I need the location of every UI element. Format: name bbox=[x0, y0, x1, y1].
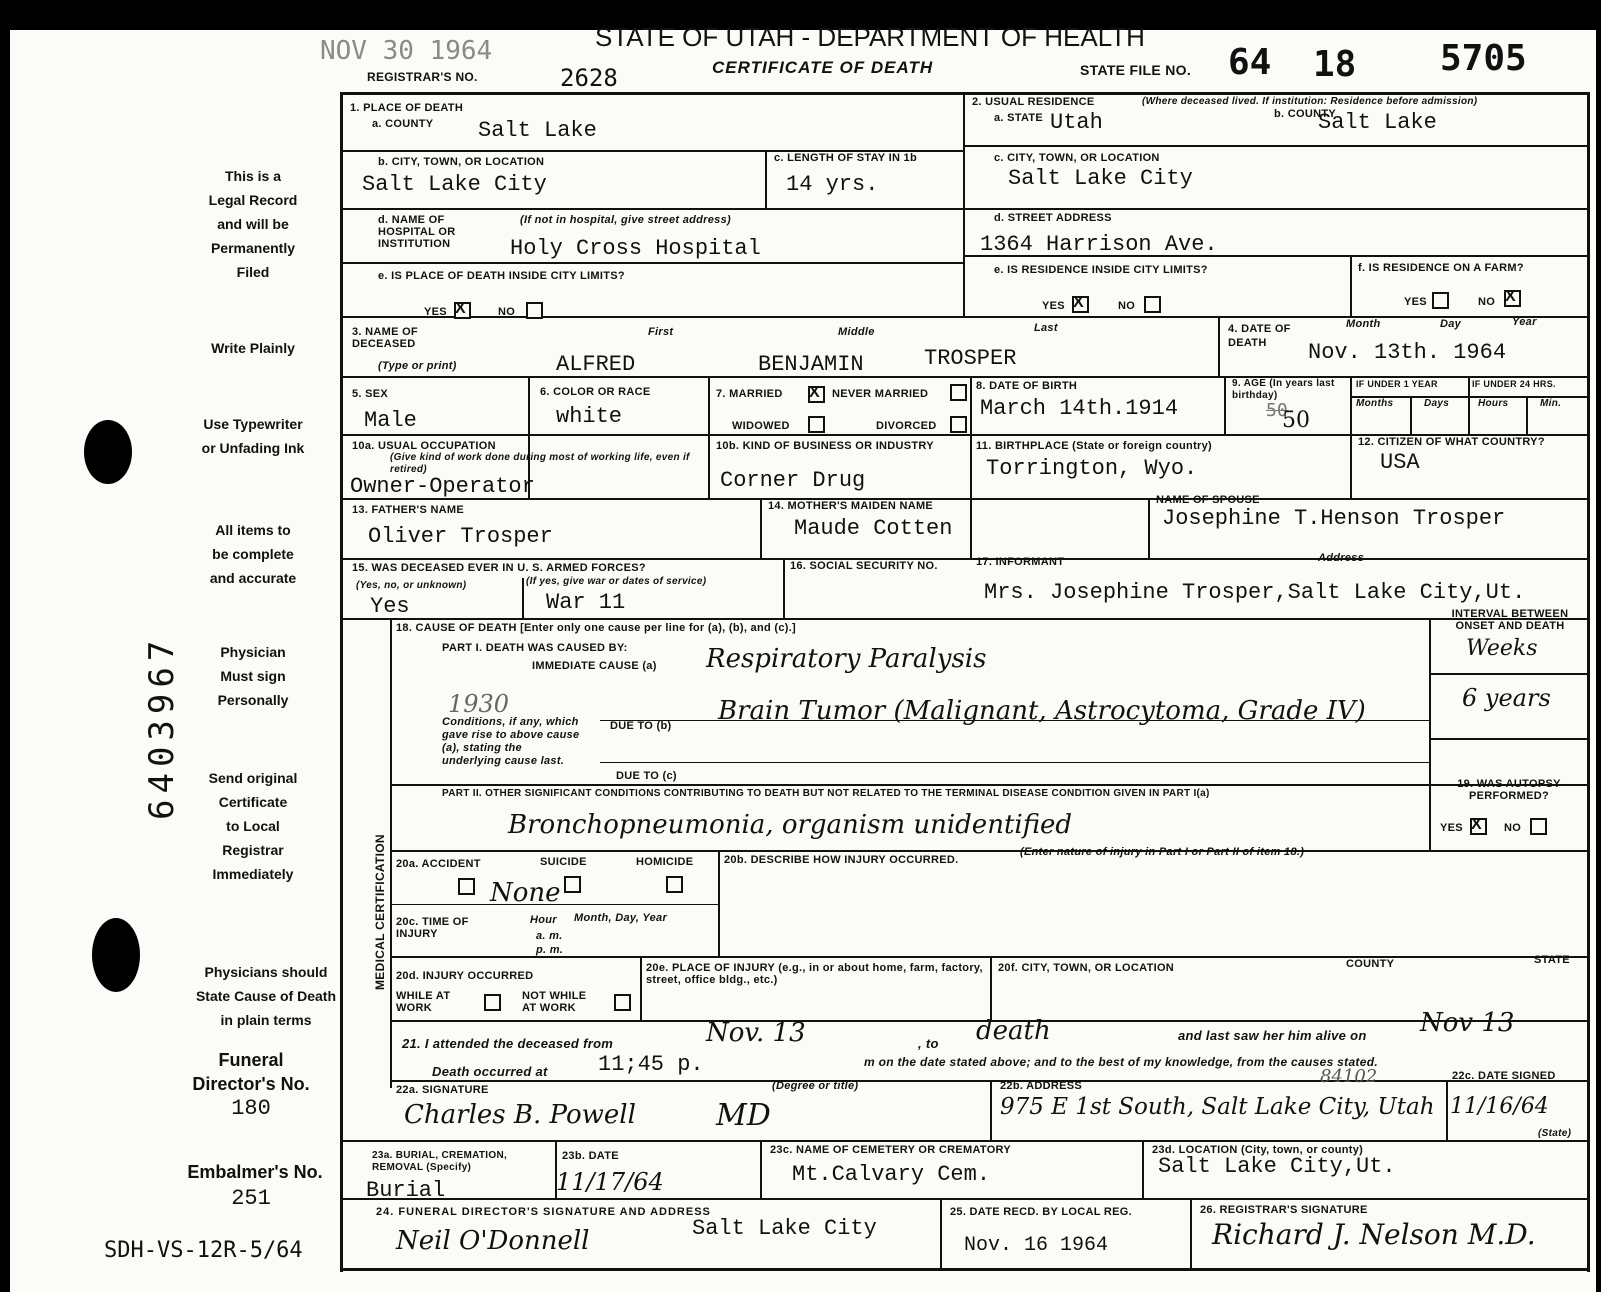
conditions-note: Conditions, if any, which gave rise to above cause (a), stating the underlying cause last. bbox=[442, 716, 580, 767]
sidebar-send-original: Send original Certificate to Local Registrar Immediately bbox=[208, 770, 298, 882]
state-file-c: 5705 bbox=[1440, 38, 1527, 79]
interval-b: 6 years bbox=[1462, 684, 1551, 712]
sidebar-physicians-state: Physicians should State Cause of Death in plain terms bbox=[195, 964, 337, 1028]
funeral-director-label: Funeral Director's No. bbox=[192, 1050, 310, 1094]
physician-degree: MD bbox=[716, 1098, 771, 1133]
res-state-label: a. STATE bbox=[994, 112, 1044, 124]
certificate-title: CERTIFICATE OF DEATH bbox=[712, 58, 934, 77]
age: 50 bbox=[1282, 408, 1310, 433]
occurred-at-label: Death occurred at bbox=[432, 1064, 548, 1079]
birthplace: Torrington, Wyo. bbox=[986, 456, 1198, 481]
months-label: Months bbox=[1356, 398, 1394, 409]
stay-label: c. LENGTH OF STAY IN 1b bbox=[774, 152, 917, 164]
residence-note: (Where deceased lived. If institution: Residence before admission) bbox=[1142, 96, 1478, 107]
pm-label: p. m. bbox=[536, 944, 564, 956]
death-inside-limits-label: e. IS PLACE OF DEATH INSIDE CITY LIMITS? bbox=[378, 270, 625, 282]
immediate-cause: Respiratory Paralysis bbox=[706, 644, 987, 674]
address-zip: 84102 bbox=[1320, 1066, 1378, 1087]
under-1-year-label: IF UNDER 1 YEAR bbox=[1356, 379, 1438, 389]
sidebar-legal: This is a Legal Record and will be Permanently Filed bbox=[208, 168, 298, 280]
hour-label: Hour bbox=[530, 914, 557, 926]
burial-method: Burial bbox=[366, 1178, 446, 1203]
widowed-label: WIDOWED bbox=[732, 420, 790, 432]
middle-name: BENJAMIN bbox=[758, 352, 864, 377]
res-street-label: d. STREET ADDRESS bbox=[994, 212, 1112, 224]
father-label: 13. FATHER'S NAME bbox=[352, 504, 465, 516]
state-file-b: 18 bbox=[1313, 44, 1357, 85]
physician-address: 975 E 1st South, Salt Lake City, Utah bbox=[1000, 1094, 1435, 1120]
spouse-name: Josephine T.Henson Trosper bbox=[1162, 506, 1506, 531]
burial-location: Salt Lake City,Ut. bbox=[1158, 1154, 1396, 1179]
sidebar-write-plainly: Write Plainly bbox=[211, 340, 295, 356]
time-of-injury-label: 20c. TIME OF INJURY bbox=[396, 916, 469, 940]
citizen-label: 12. CITIZEN OF WHAT COUNTRY? bbox=[1358, 436, 1545, 448]
race: white bbox=[556, 404, 623, 429]
year-label: Year bbox=[1512, 316, 1537, 328]
res-county-label: b. COUNTY bbox=[1274, 108, 1336, 120]
funeral-director-signature: Neil O'Donnell bbox=[396, 1226, 590, 1256]
hours-label: Hours bbox=[1478, 398, 1509, 409]
occupation-note: (Give kind of work done during most of working life, even if retired) bbox=[390, 452, 690, 475]
registrar-no: 2628 bbox=[560, 64, 618, 92]
funeral-director-sig-label: 24. FUNERAL DIRECTOR'S SIGNATURE AND ADDRESS bbox=[376, 1206, 711, 1218]
while-at-work-checkbox[interactable] bbox=[484, 994, 501, 1011]
under-24-hrs-label: IF UNDER 24 HRS. bbox=[1472, 379, 1556, 389]
date-signed: 11/16/64 bbox=[1450, 1094, 1549, 1119]
death-inside-no-label: NO bbox=[498, 306, 516, 318]
homicide-label: HOMICIDE bbox=[636, 856, 694, 868]
last-saw-label: and last saw her him alive on bbox=[1178, 1028, 1367, 1043]
burial-date-label: 23b. DATE bbox=[562, 1150, 619, 1162]
part2-label: PART II. OTHER SIGNIFICANT CONDITIONS CONTRIBUTING TO DEATH BUT NOT RELATED TO THE TERMINAL DISEASE CONDITION GIVEN IN PART I(a) bbox=[442, 788, 1210, 799]
part1-label: PART I. DEATH WAS CAUSED BY: bbox=[442, 642, 628, 654]
never-married-checkbox[interactable] bbox=[950, 384, 967, 401]
funeral-director-address: Salt Lake City bbox=[692, 1216, 877, 1241]
attended-from: Nov. 13 bbox=[706, 1018, 806, 1048]
ssn-label: 16. SOCIAL SECURITY NO. bbox=[790, 560, 938, 572]
farm-yes-label: YES bbox=[1404, 296, 1427, 308]
never-married-label: NEVER MARRIED bbox=[832, 388, 929, 400]
death-county: Salt Lake bbox=[478, 118, 597, 143]
war-service: War 11 bbox=[546, 590, 626, 615]
punch-hole-top bbox=[84, 420, 132, 484]
injury-state-label: STATE bbox=[1534, 954, 1570, 966]
residence-label: 2. USUAL RESIDENCE bbox=[972, 96, 1095, 108]
armed-note-2: (If yes, give war or dates of service) bbox=[526, 576, 707, 587]
res-street: 1364 Harrison Ave. bbox=[980, 232, 1218, 257]
due-b-cause: Brain Tumor (Malignant, Astrocytoma, Grade IV) bbox=[718, 696, 1366, 726]
res-county: Salt Lake bbox=[1318, 110, 1437, 135]
sidebar-items-complete: All items to be complete and accurate bbox=[209, 522, 297, 586]
interval-a: Weeks bbox=[1466, 636, 1538, 661]
death-city-label: b. CITY, TOWN, OR LOCATION bbox=[378, 156, 545, 168]
married-label: 7. MARRIED bbox=[716, 388, 783, 400]
occurred-tail: m on the date stated above; and to the best of my knowledge, from the causes stated. bbox=[864, 1055, 1378, 1069]
form-number: SDH-VS-12R-5/64 bbox=[104, 1238, 303, 1263]
last-saw-date: Nov 13 bbox=[1420, 1008, 1515, 1038]
suicide-checkbox[interactable] bbox=[564, 876, 581, 893]
business: Corner Drug bbox=[720, 468, 866, 493]
death-inside-yes-label: YES bbox=[424, 306, 447, 318]
informant-label: 17. INFORMANT bbox=[976, 556, 1065, 568]
farm-no-label: NO bbox=[1478, 296, 1496, 308]
birthplace-label: 11. BIRTHPLACE (State or foreign country) bbox=[976, 440, 1212, 452]
vertical-control-number: 6403967 bbox=[142, 634, 182, 820]
interval-label: INTERVAL BETWEEN ONSET AND DEATH bbox=[1451, 608, 1569, 632]
cemetery: Mt.Calvary Cem. bbox=[792, 1162, 991, 1187]
first-label: First bbox=[648, 326, 674, 338]
res-inside-no-label: NO bbox=[1118, 300, 1136, 312]
homicide-checkbox[interactable] bbox=[666, 876, 683, 893]
date-of-birth: March 14th.1914 bbox=[980, 396, 1179, 421]
informant: Mrs. Josephine Trosper,Salt Lake City,Ut. bbox=[984, 580, 1526, 605]
date-received: Nov. 16 1964 bbox=[964, 1234, 1109, 1257]
widowed-checkbox[interactable] bbox=[808, 416, 825, 433]
autopsy-yes-checkbox[interactable]: X bbox=[1470, 818, 1487, 835]
sex-label: 5. SEX bbox=[352, 388, 389, 400]
burial-date: 11/17/64 bbox=[556, 1168, 664, 1196]
name-label: 3. NAME OF DECEASED bbox=[352, 326, 418, 350]
received-stamp: NOV 30 1964 bbox=[320, 36, 493, 66]
autopsy-label: 19. WAS AUTOPSY PERFORMED? bbox=[1457, 778, 1561, 802]
cause-label: 18. CAUSE OF DEATH [Enter only one cause per line for (a), (b), and (c).] bbox=[396, 622, 797, 634]
injury-county-label: COUNTY bbox=[1346, 958, 1395, 970]
state-title: STATE OF UTAH - DEPARTMENT OF HEALTH bbox=[595, 22, 1145, 52]
signature-label: 22a. SIGNATURE bbox=[396, 1084, 489, 1096]
mother-name: Maude Cotten bbox=[794, 516, 953, 541]
cemetery-label: 23c. NAME OF CEMETERY OR CREMATORY bbox=[770, 1144, 1012, 1156]
time-of-death: 11;45 p. bbox=[598, 1052, 704, 1077]
burial-method-label: 23a. BURIAL, CREMATION, REMOVAL (Specify) bbox=[372, 1150, 508, 1173]
physician-signature: Charles B. Powell bbox=[404, 1100, 636, 1130]
farm-label: f. IS RESIDENCE ON A FARM? bbox=[1358, 262, 1524, 274]
death-inside-yes-checkbox[interactable]: X bbox=[454, 302, 471, 319]
injury-desc-note: (Enter nature of injury in Part I or Part II of item 18.) bbox=[1020, 846, 1305, 858]
autopsy-no-label: NO bbox=[1504, 822, 1522, 834]
dob-label: 8. DATE OF BIRTH bbox=[976, 380, 1078, 392]
min-label: Min. bbox=[1540, 398, 1562, 409]
registrar-sig-label: 26. REGISTRAR'S SIGNATURE bbox=[1200, 1204, 1368, 1216]
not-at-work-checkbox[interactable] bbox=[614, 994, 631, 1011]
name-note: (Type or print) bbox=[378, 360, 457, 372]
stay-length: 14 yrs. bbox=[786, 172, 879, 197]
suicide-label: SUICIDE bbox=[540, 856, 587, 868]
date-received-label: 25. DATE RECD. BY LOCAL REG. bbox=[950, 1206, 1132, 1218]
state-file-label: STATE FILE NO. bbox=[1080, 62, 1192, 78]
am-label: a. m. bbox=[536, 930, 563, 942]
farm-no-checkbox[interactable]: X bbox=[1504, 290, 1521, 307]
punch-hole-bottom bbox=[92, 918, 140, 992]
res-state: Utah bbox=[1050, 110, 1103, 135]
mother-label: 14. MOTHER'S MAIDEN NAME bbox=[768, 500, 934, 512]
spouse-label: NAME OF SPOUSE bbox=[1156, 494, 1260, 506]
death-county-label: a. COUNTY bbox=[372, 118, 434, 130]
state-file-a: 64 bbox=[1228, 42, 1272, 83]
sidebar-typewriter: Use Typewriter or Unfading Ink bbox=[201, 416, 305, 456]
death-inside-no-checkbox[interactable] bbox=[526, 302, 543, 319]
date-signed-label: 22c. DATE SIGNED bbox=[1452, 1070, 1556, 1082]
farm-yes-checkbox[interactable] bbox=[1432, 292, 1449, 309]
while-at-work-label: WHILE AT WORK bbox=[396, 990, 451, 1014]
embalmer-no: 251 bbox=[231, 1186, 271, 1211]
last-name: TROSPER bbox=[924, 346, 1017, 371]
first-name: ALFRED bbox=[556, 352, 636, 377]
address-label: 22b. ADDRESS bbox=[1000, 1080, 1083, 1092]
registrar-no-label: REGISTRAR'S NO. bbox=[367, 70, 478, 84]
armed-label: 15. WAS DECEASED EVER IN U. S. ARMED FORCES? bbox=[352, 562, 646, 574]
armed-forces: Yes bbox=[370, 594, 410, 619]
embalmer-label: Embalmer's No. bbox=[187, 1162, 323, 1182]
injury-occurred-label: 20d. INJURY OCCURRED bbox=[396, 970, 534, 982]
hospital-name: Holy Cross Hospital bbox=[510, 236, 761, 261]
to-label: , to bbox=[918, 1036, 939, 1051]
injury-none: None bbox=[490, 878, 561, 908]
autopsy-no-checkbox[interactable] bbox=[1530, 818, 1547, 835]
res-inside-limits-label: e. IS RESIDENCE INSIDE CITY LIMITS? bbox=[994, 264, 1208, 276]
res-inside-no-checkbox[interactable] bbox=[1144, 296, 1161, 313]
occupation: Owner-Operator bbox=[350, 474, 535, 499]
attended-label: 21. I attended the deceased from bbox=[402, 1036, 614, 1051]
not-at-work-label: NOT WHILE AT WORK bbox=[522, 990, 587, 1014]
accident-checkbox[interactable] bbox=[458, 878, 475, 895]
res-city: Salt Lake City bbox=[1008, 166, 1193, 191]
degree-label: (Degree or title) bbox=[772, 1080, 859, 1092]
due-c-label: DUE TO (c) bbox=[616, 770, 677, 782]
middle-label: Middle bbox=[838, 326, 875, 338]
part2-conditions: Bronchopneumonia, organism unidentified bbox=[508, 810, 1073, 840]
due-b-label: DUE TO (b) bbox=[610, 720, 672, 732]
sidebar-physician-sign: Physician Must sign Personally bbox=[217, 644, 289, 708]
age-label: 9. AGE (In years last birthday) bbox=[1232, 378, 1335, 401]
res-inside-yes-checkbox[interactable]: X bbox=[1072, 296, 1089, 313]
month-label: Month bbox=[1346, 318, 1381, 330]
autopsy-yes-label: YES bbox=[1440, 822, 1463, 834]
place-of-injury-label: 20e. PLACE OF INJURY (e.g., in or about home, farm, factory, street, office bldg., etc.) bbox=[646, 962, 983, 986]
place-of-death-label: 1. PLACE OF DEATH bbox=[350, 102, 464, 114]
immediate-label: IMMEDIATE CAUSE (a) bbox=[532, 660, 657, 672]
state-mark: (State) bbox=[1538, 1128, 1572, 1139]
death-city: Salt Lake City bbox=[362, 172, 547, 197]
informant-address-label: Address bbox=[1318, 552, 1365, 564]
location-label: 23d. LOCATION (City, town, or county) bbox=[1152, 1144, 1364, 1156]
citizen: USA bbox=[1380, 450, 1420, 475]
mdy-label: Month, Day, Year bbox=[574, 912, 668, 924]
age-struck: 50 bbox=[1266, 400, 1288, 421]
occupation-label: 10a. USUAL OCCUPATION bbox=[352, 440, 496, 452]
funeral-director-no: 180 bbox=[231, 1096, 271, 1121]
day-label: Day bbox=[1440, 318, 1462, 330]
divorced-checkbox[interactable] bbox=[950, 416, 967, 433]
medical-certification-label: MEDICAL CERTIFICATION bbox=[373, 834, 387, 990]
married-checkbox[interactable]: X bbox=[808, 386, 825, 403]
hospital-note: (If not in hospital, give street address) bbox=[520, 214, 731, 226]
year-note: 1930 bbox=[448, 690, 510, 718]
last-label: Last bbox=[1034, 322, 1058, 334]
injury-city-label: 20f. CITY, TOWN, OR LOCATION bbox=[998, 962, 1175, 974]
registrar-signature: Richard J. Nelson M.D. bbox=[1212, 1218, 1536, 1251]
father-name: Oliver Trosper bbox=[368, 524, 553, 549]
date-of-death-label: 4. DATE OF DEATH bbox=[1228, 323, 1291, 349]
hospital-label: d. NAME OF HOSPITAL OR INSTITUTION bbox=[378, 214, 456, 250]
business-label: 10b. KIND OF BUSINESS OR INDUSTRY bbox=[716, 440, 934, 452]
res-inside-yes-label: YES bbox=[1042, 300, 1065, 312]
days-label: Days bbox=[1424, 398, 1450, 409]
res-city-label: c. CITY, TOWN, OR LOCATION bbox=[994, 152, 1160, 164]
race-label: 6. COLOR OR RACE bbox=[540, 386, 651, 398]
armed-note: (Yes, no, or unknown) bbox=[356, 580, 467, 591]
accident-label: 20a. ACCIDENT bbox=[396, 858, 481, 870]
injury-desc-label: 20b. DESCRIBE HOW INJURY OCCURRED. bbox=[724, 854, 959, 866]
divorced-label: DIVORCED bbox=[876, 420, 937, 432]
attended-to: death bbox=[976, 1016, 1051, 1046]
date-of-death: Nov. 13th. 1964 bbox=[1308, 340, 1507, 365]
sex: Male bbox=[364, 408, 417, 433]
